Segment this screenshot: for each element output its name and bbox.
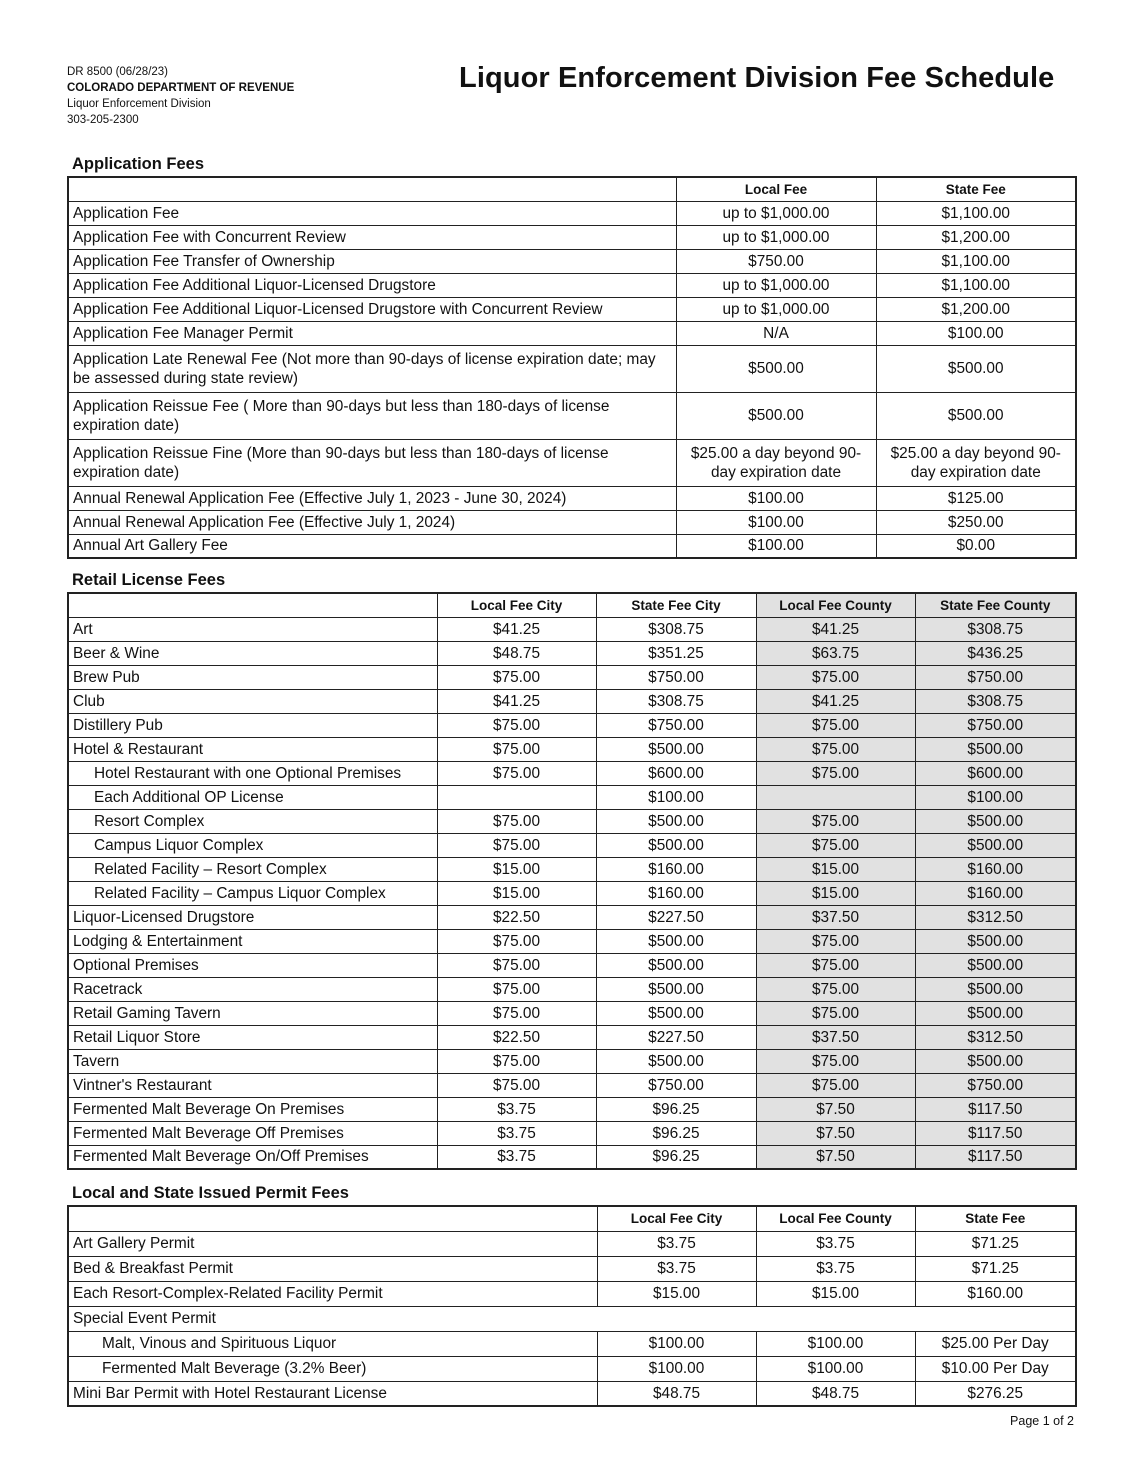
local-fee: $500.00 [676,392,876,439]
local-fee-city: $3.75 [597,1256,756,1281]
local-fee: up to $1,000.00 [676,201,876,225]
license-name: Related Facility – Resort Complex [68,857,437,881]
license-name: Tavern [68,1049,437,1073]
fee-name: Application Reissue Fine (More than 90-days but less than 180-days of license expiration date) [68,439,676,486]
local-fee-county: $75.00 [756,1049,915,1073]
fee-name: Application Fee Manager Permit [68,321,676,345]
permit-group-name: Special Event Permit [68,1306,1076,1331]
state-fee-county: $308.75 [915,617,1076,641]
license-name: Lodging & Entertainment [68,929,437,953]
state-fee: $25.00 Per Day [915,1331,1076,1356]
state-fee-city: $500.00 [596,1049,756,1073]
local-fee-city: $75.00 [437,761,596,785]
retail-license-fees-table [67,592,1077,1170]
table-row [68,273,1076,297]
state-fee-city: $227.50 [596,1025,756,1049]
table-row [68,201,1076,225]
license-name: Related Facility – Campus Liquor Complex [68,881,437,905]
local-fee-city: $15.00 [597,1281,756,1306]
local-fee-county: $75.00 [756,1001,915,1025]
license-name: Retail Liquor Store [68,1025,437,1049]
page-number: Page 1 of 2 [1010,1414,1074,1428]
state-fee-county: $500.00 [915,833,1076,857]
local-fee-city: $75.00 [437,737,596,761]
local-fee-county: $41.25 [756,617,915,641]
permit-name: Malt, Vinous and Spirituous Liquor [68,1331,597,1356]
table-row [68,1306,1076,1331]
fee-name: Application Reissue Fee ( More than 90-days but less than 180-days of license expiration date) [68,392,676,439]
table-row [68,510,1076,534]
local-fee-county: $63.75 [756,641,915,665]
local-fee-city: $75.00 [437,833,596,857]
license-name: Distillery Pub [68,713,437,737]
fee-name: Application Fee Transfer of Ownership [68,249,676,273]
license-name: Fermented Malt Beverage Off Premises [68,1121,437,1145]
state-fee-city: $500.00 [596,1001,756,1025]
form-number: DR 8500 (06/28/23) [67,66,169,78]
table-row [68,1145,1076,1169]
state-fee-city: $227.50 [596,905,756,929]
license-name: Club [68,689,437,713]
local-fee-county: $15.00 [756,1281,915,1306]
local-fee-county: $3.75 [756,1256,915,1281]
table-row [68,857,1076,881]
state-fee-city: $160.00 [596,881,756,905]
state-fee-city: $600.00 [596,761,756,785]
state-fee-county: $160.00 [915,857,1076,881]
table-row [68,689,1076,713]
table-row [68,439,1076,486]
column-header-blank [68,593,437,617]
local-fee-city: $48.75 [437,641,596,665]
state-fee-city: $500.00 [596,929,756,953]
state-fee-county: $500.00 [915,809,1076,833]
permit-name: Bed & Breakfast Permit [68,1256,597,1281]
local-fee-city: $75.00 [437,665,596,689]
permit-name: Fermented Malt Beverage (3.2% Beer) [68,1356,597,1381]
table-row [68,1231,1076,1256]
local-fee-city: $75.00 [437,953,596,977]
local-fee-county: $75.00 [756,929,915,953]
table-row [68,713,1076,737]
table-row [68,785,1076,809]
local-fee-city: $15.00 [437,857,596,881]
local-fee-city: $3.75 [597,1231,756,1256]
state-fee-county: $500.00 [915,737,1076,761]
table-row [68,392,1076,439]
table-row [68,833,1076,857]
state-fee: $1,100.00 [876,201,1076,225]
license-name: Each Additional OP License [68,785,437,809]
license-name: Art [68,617,437,641]
column-header-state-fee: State Fee [915,1206,1076,1231]
application-fees-title: Application Fees [72,155,205,173]
license-name: Retail Gaming Tavern [68,1001,437,1025]
local-fee-city: $100.00 [597,1331,756,1356]
table-row [68,1001,1076,1025]
local-fee-city: $41.25 [437,689,596,713]
page-title: Liquor Enforcement Division Fee Schedule [459,62,1055,94]
local-fee-county [756,785,915,809]
table-row [68,929,1076,953]
table-row [68,1097,1076,1121]
permit-fees-title: Local and State Issued Permit Fees [72,1184,349,1202]
table-row [68,881,1076,905]
state-fee: $71.25 [915,1231,1076,1256]
fee-name: Application Fee with Concurrent Review [68,225,676,249]
local-fee-county: $75.00 [756,977,915,1001]
state-fee: $125.00 [876,486,1076,510]
state-fee-city: $308.75 [596,689,756,713]
column-header-local-fee: Local Fee [676,177,876,201]
table-row [68,1356,1076,1381]
state-fee-city: $500.00 [596,953,756,977]
license-name: Resort Complex [68,809,437,833]
table-row [68,297,1076,321]
state-fee-city: $351.25 [596,641,756,665]
local-fee-county: $37.50 [756,905,915,929]
local-fee-county: $75.00 [756,1073,915,1097]
fee-name: Annual Art Gallery Fee [68,534,676,558]
state-fee-city: $308.75 [596,617,756,641]
local-fee-city [437,785,596,809]
permit-name: Mini Bar Permit with Hotel Restaurant License [68,1381,597,1406]
state-fee-city: $96.25 [596,1145,756,1169]
state-fee-county: $308.75 [915,689,1076,713]
license-name: Beer & Wine [68,641,437,665]
local-fee: $500.00 [676,345,876,392]
local-fee: $100.00 [676,486,876,510]
license-name: Hotel & Restaurant [68,737,437,761]
permit-fees-table [67,1205,1077,1407]
table-row [68,905,1076,929]
state-fee-city: $750.00 [596,1073,756,1097]
state-fee: $500.00 [876,345,1076,392]
state-fee-city: $96.25 [596,1097,756,1121]
state-fee-city: $100.00 [596,785,756,809]
local-fee-county: $15.00 [756,857,915,881]
local-fee-city: $48.75 [597,1381,756,1406]
local-fee-county: $100.00 [756,1331,915,1356]
state-fee: $25.00 a day beyond 90-day expiration date [876,439,1076,486]
local-fee-city: $22.50 [437,1025,596,1049]
column-header-local-fee-city: Local Fee City [437,593,596,617]
state-fee-county: $600.00 [915,761,1076,785]
table-row [68,1381,1076,1406]
state-fee-county: $750.00 [915,1073,1076,1097]
local-fee-city: $41.25 [437,617,596,641]
fee-name: Application Late Renewal Fee (Not more than 90-days of license expiration date; may be assessed during state review) [68,345,676,392]
permit-name: Each Resort-Complex-Related Facility Permit [68,1281,597,1306]
local-fee-county: $41.25 [756,689,915,713]
local-fee-city: $75.00 [437,809,596,833]
local-fee-county: $75.00 [756,761,915,785]
local-fee: $100.00 [676,534,876,558]
state-fee-city: $500.00 [596,809,756,833]
local-fee: $750.00 [676,249,876,273]
local-fee-city: $75.00 [437,1073,596,1097]
division-name: Liquor Enforcement Division [67,98,211,110]
state-fee-county: $117.50 [915,1145,1076,1169]
table-row [68,953,1076,977]
local-fee-county: $75.00 [756,737,915,761]
state-fee: $1,100.00 [876,273,1076,297]
table-row [68,977,1076,1001]
state-fee-city: $500.00 [596,977,756,1001]
table-row [68,225,1076,249]
table-row [68,486,1076,510]
state-fee: $276.25 [915,1381,1076,1406]
state-fee: $1,200.00 [876,225,1076,249]
state-fee: $100.00 [876,321,1076,345]
table-row [68,1049,1076,1073]
state-fee-county: $750.00 [915,665,1076,689]
state-fee-city: $160.00 [596,857,756,881]
local-fee-county: $75.00 [756,713,915,737]
column-header-blank [68,1206,597,1231]
table-row [68,641,1076,665]
license-name: Fermented Malt Beverage On Premises [68,1097,437,1121]
local-fee-city: $15.00 [437,881,596,905]
local-fee-county: $7.50 [756,1145,915,1169]
license-name: Liquor-Licensed Drugstore [68,905,437,929]
fee-name: Application Fee [68,201,676,225]
fee-name: Annual Renewal Application Fee (Effective July 1, 2024) [68,510,676,534]
local-fee-city: $75.00 [437,929,596,953]
local-fee-county: $3.75 [756,1231,915,1256]
state-fee-county: $160.00 [915,881,1076,905]
state-fee-county: $312.50 [915,1025,1076,1049]
state-fee: $250.00 [876,510,1076,534]
local-fee-city: $100.00 [597,1356,756,1381]
table-row [68,1073,1076,1097]
local-fee: up to $1,000.00 [676,273,876,297]
column-header-state-fee-county: State Fee County [915,593,1076,617]
local-fee-city: $3.75 [437,1145,596,1169]
local-fee-city: $75.00 [437,977,596,1001]
local-fee-city: $3.75 [437,1097,596,1121]
table-row [68,617,1076,641]
state-fee: $10.00 Per Day [915,1356,1076,1381]
state-fee-county: $500.00 [915,1001,1076,1025]
table-row [68,1121,1076,1145]
license-name: Hotel Restaurant with one Optional Premises [68,761,437,785]
license-name: Fermented Malt Beverage On/Off Premises [68,1145,437,1169]
fee-name: Annual Renewal Application Fee (Effective July 1, 2023 - June 30, 2024) [68,486,676,510]
column-header-local-fee-city: Local Fee City [597,1206,756,1231]
table-row [68,1281,1076,1306]
state-fee-city: $500.00 [596,833,756,857]
local-fee-county: $37.50 [756,1025,915,1049]
state-fee: $71.25 [915,1256,1076,1281]
column-header-state-fee: State Fee [876,177,1076,201]
table-row [68,665,1076,689]
state-fee-county: $117.50 [915,1097,1076,1121]
local-fee-county: $75.00 [756,665,915,689]
state-fee-county: $500.00 [915,977,1076,1001]
local-fee-city: $3.75 [437,1121,596,1145]
local-fee: up to $1,000.00 [676,297,876,321]
table-row [68,1025,1076,1049]
application-fees-table [67,176,1077,559]
fee-name: Application Fee Additional Liquor-Licensed Drugstore [68,273,676,297]
table-row [68,1331,1076,1356]
table-row [68,1256,1076,1281]
license-name: Campus Liquor Complex [68,833,437,857]
state-fee-city: $96.25 [596,1121,756,1145]
local-fee-county: $75.00 [756,833,915,857]
state-fee: $1,100.00 [876,249,1076,273]
local-fee-county: $75.00 [756,809,915,833]
table-row [68,809,1076,833]
state-fee: $500.00 [876,392,1076,439]
local-fee-county: $15.00 [756,881,915,905]
local-fee-county: $48.75 [756,1381,915,1406]
local-fee-city: $22.50 [437,905,596,929]
table-row [68,321,1076,345]
state-fee-county: $117.50 [915,1121,1076,1145]
retail-license-fees-title: Retail License Fees [72,571,226,589]
local-fee-county: $7.50 [756,1121,915,1145]
license-name: Optional Premises [68,953,437,977]
state-fee-county: $312.50 [915,905,1076,929]
local-fee: $25.00 a day beyond 90-day expiration date [676,439,876,486]
state-fee-county: $500.00 [915,929,1076,953]
license-name: Vintner's Restaurant [68,1073,437,1097]
column-header-local-fee-county: Local Fee County [756,1206,915,1231]
state-fee-county: $750.00 [915,713,1076,737]
table-row [68,737,1076,761]
state-fee-city: $500.00 [596,737,756,761]
table-row [68,761,1076,785]
fee-name: Application Fee Additional Liquor-Licensed Drugstore with Concurrent Review [68,297,676,321]
local-fee: up to $1,000.00 [676,225,876,249]
state-fee-county: $500.00 [915,1049,1076,1073]
column-header-blank [68,177,676,201]
state-fee: $1,200.00 [876,297,1076,321]
form-header [67,64,294,128]
local-fee-county: $100.00 [756,1356,915,1381]
state-fee: $160.00 [915,1281,1076,1306]
state-fee-county: $500.00 [915,953,1076,977]
permit-name: Art Gallery Permit [68,1231,597,1256]
license-name: Racetrack [68,977,437,1001]
local-fee: $100.00 [676,510,876,534]
license-name: Brew Pub [68,665,437,689]
state-fee-city: $750.00 [596,665,756,689]
local-fee-city: $75.00 [437,1001,596,1025]
phone-number: 303-205-2300 [67,114,139,126]
state-fee-county: $100.00 [915,785,1076,809]
state-fee-city: $750.00 [596,713,756,737]
department-name: COLORADO DEPARTMENT OF REVENUE [67,82,295,94]
local-fee-city: $75.00 [437,1049,596,1073]
column-header-state-fee-city: State Fee City [596,593,756,617]
local-fee-county: $75.00 [756,953,915,977]
local-fee-county: $7.50 [756,1097,915,1121]
column-header-local-fee-county: Local Fee County [756,593,915,617]
local-fee-city: $75.00 [437,713,596,737]
state-fee: $0.00 [876,534,1076,558]
table-row [68,345,1076,392]
local-fee: N/A [676,321,876,345]
table-row [68,249,1076,273]
table-row [68,534,1076,558]
state-fee-county: $436.25 [915,641,1076,665]
